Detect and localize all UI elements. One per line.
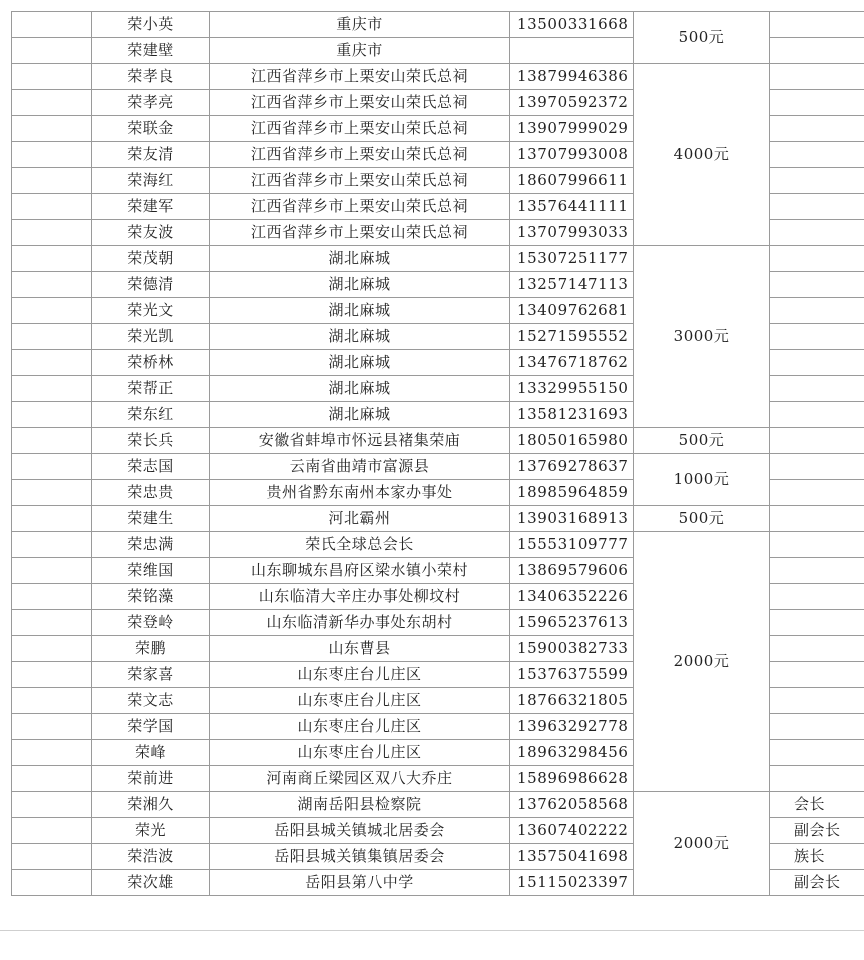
phone-cell: 15896986628 xyxy=(510,766,634,792)
name-cell: 荣友波 xyxy=(92,220,210,246)
name-cell: 荣孝良 xyxy=(92,64,210,90)
phone-cell: 13476718762 xyxy=(510,350,634,376)
name-cell: 荣建壁 xyxy=(92,38,210,64)
table-row xyxy=(12,246,864,272)
name-cell: 荣维国 xyxy=(92,558,210,584)
table-row xyxy=(12,792,864,818)
phone-cell: 18963298456 xyxy=(510,740,634,766)
amount-cell: 1000元 xyxy=(634,454,770,506)
role-cell: 会长 xyxy=(770,792,864,818)
name-cell: 荣次雄 xyxy=(92,870,210,896)
blank-cell xyxy=(12,740,92,766)
name-cell: 荣前进 xyxy=(92,766,210,792)
address-cell: 江西省萍乡市上栗安山荣氏总祠 xyxy=(210,64,510,90)
blank-cell xyxy=(12,480,92,506)
role-cell xyxy=(770,402,864,428)
amount-cell: 4000元 xyxy=(634,64,770,246)
address-cell: 安徽省蚌埠市怀远县褚集荣庙 xyxy=(210,428,510,454)
role-cell xyxy=(770,90,864,116)
phone-cell: 15376375599 xyxy=(510,662,634,688)
blank-cell xyxy=(12,116,92,142)
phone-cell: 13879946386 xyxy=(510,64,634,90)
phone-cell: 13707993033 xyxy=(510,220,634,246)
role-cell xyxy=(770,740,864,766)
blank-cell xyxy=(12,532,92,558)
name-cell: 荣孝亮 xyxy=(92,90,210,116)
phone-cell: 13257147113 xyxy=(510,272,634,298)
address-cell: 湖北麻城 xyxy=(210,298,510,324)
address-cell: 山东枣庄台儿庄区 xyxy=(210,688,510,714)
blank-cell xyxy=(12,428,92,454)
role-cell xyxy=(770,376,864,402)
phone-cell: 15307251177 xyxy=(510,246,634,272)
address-cell: 河北霸州 xyxy=(210,506,510,532)
role-cell xyxy=(770,506,864,532)
name-cell: 荣海红 xyxy=(92,168,210,194)
blank-cell xyxy=(12,376,92,402)
name-cell: 荣桥林 xyxy=(92,350,210,376)
role-cell xyxy=(770,454,864,480)
role-cell: 副会长 xyxy=(770,870,864,896)
phone-cell: 13575041698 xyxy=(510,844,634,870)
name-cell: 荣文志 xyxy=(92,688,210,714)
name-cell: 荣鹏 xyxy=(92,636,210,662)
address-cell: 贵州省黔东南州本家办事处 xyxy=(210,480,510,506)
address-cell: 云南省曲靖市富源县 xyxy=(210,454,510,480)
table-row xyxy=(12,506,864,532)
address-cell: 江西省萍乡市上栗安山荣氏总祠 xyxy=(210,194,510,220)
address-cell: 山东临清新华办事处东胡村 xyxy=(210,610,510,636)
blank-cell xyxy=(12,298,92,324)
name-cell: 荣湘久 xyxy=(92,792,210,818)
table-row xyxy=(12,64,864,90)
role-cell xyxy=(770,168,864,194)
role-cell xyxy=(770,532,864,558)
role-cell: 副会长 xyxy=(770,818,864,844)
blank-cell xyxy=(12,714,92,740)
phone-cell: 18050165980 xyxy=(510,428,634,454)
name-cell: 荣联金 xyxy=(92,116,210,142)
phone-cell: 13607402222 xyxy=(510,818,634,844)
role-cell: 族长 xyxy=(770,844,864,870)
address-cell: 山东临清大辛庄办事处柳坟村 xyxy=(210,584,510,610)
table-row xyxy=(12,454,864,480)
name-cell: 荣峰 xyxy=(92,740,210,766)
role-cell xyxy=(770,64,864,90)
name-cell: 荣铭藻 xyxy=(92,584,210,610)
role-cell xyxy=(770,428,864,454)
address-cell: 河南商丘梁园区双八大乔庄 xyxy=(210,766,510,792)
blank-cell xyxy=(12,194,92,220)
role-cell xyxy=(770,766,864,792)
address-cell: 江西省萍乡市上栗安山荣氏总祠 xyxy=(210,116,510,142)
blank-cell xyxy=(12,662,92,688)
address-cell: 湖北麻城 xyxy=(210,272,510,298)
amount-cell: 2000元 xyxy=(634,792,770,896)
address-cell: 江西省萍乡市上栗安山荣氏总祠 xyxy=(210,168,510,194)
role-cell xyxy=(770,324,864,350)
phone-cell: 13970592372 xyxy=(510,90,634,116)
blank-cell xyxy=(12,12,92,38)
phone-cell: 15553109777 xyxy=(510,532,634,558)
address-cell: 山东枣庄台儿庄区 xyxy=(210,714,510,740)
blank-cell xyxy=(12,38,92,64)
name-cell: 荣学国 xyxy=(92,714,210,740)
role-cell xyxy=(770,714,864,740)
name-cell: 荣志国 xyxy=(92,454,210,480)
role-cell xyxy=(770,194,864,220)
blank-cell xyxy=(12,506,92,532)
role-cell xyxy=(770,350,864,376)
blank-cell xyxy=(12,142,92,168)
address-cell: 岳阳县第八中学 xyxy=(210,870,510,896)
role-cell xyxy=(770,298,864,324)
amount-cell: 3000元 xyxy=(634,246,770,428)
address-cell: 山东曹县 xyxy=(210,636,510,662)
donor-table xyxy=(11,11,864,896)
role-cell xyxy=(770,116,864,142)
role-cell xyxy=(770,220,864,246)
phone-cell: 13907999029 xyxy=(510,116,634,142)
amount-cell: 2000元 xyxy=(634,532,770,792)
amount-cell: 500元 xyxy=(634,506,770,532)
phone-cell: 13581231693 xyxy=(510,402,634,428)
amount-cell: 500元 xyxy=(634,428,770,454)
blank-cell xyxy=(12,220,92,246)
blank-cell xyxy=(12,454,92,480)
address-cell: 湖北麻城 xyxy=(210,350,510,376)
address-cell: 山东枣庄台儿庄区 xyxy=(210,662,510,688)
amount-cell: 500元 xyxy=(634,12,770,64)
phone-cell: 13329955150 xyxy=(510,376,634,402)
address-cell: 湖北麻城 xyxy=(210,324,510,350)
role-cell xyxy=(770,688,864,714)
phone-cell: 18607996611 xyxy=(510,168,634,194)
name-cell: 荣光文 xyxy=(92,298,210,324)
address-cell: 荣氏全球总会长 xyxy=(210,532,510,558)
address-cell: 湖南岳阳县检察院 xyxy=(210,792,510,818)
blank-cell xyxy=(12,64,92,90)
phone-cell: 13869579606 xyxy=(510,558,634,584)
name-cell: 荣家喜 xyxy=(92,662,210,688)
phone-cell: 13903168913 xyxy=(510,506,634,532)
address-cell: 江西省萍乡市上栗安山荣氏总祠 xyxy=(210,142,510,168)
address-cell: 山东枣庄台儿庄区 xyxy=(210,740,510,766)
role-cell xyxy=(770,246,864,272)
name-cell: 荣光凯 xyxy=(92,324,210,350)
phone-cell xyxy=(510,38,634,64)
phone-cell: 13963292778 xyxy=(510,714,634,740)
phone-cell: 13409762681 xyxy=(510,298,634,324)
name-cell: 荣登岭 xyxy=(92,610,210,636)
phone-cell: 13576441111 xyxy=(510,194,634,220)
address-cell: 湖北麻城 xyxy=(210,402,510,428)
role-cell xyxy=(770,558,864,584)
role-cell xyxy=(770,142,864,168)
address-cell: 岳阳县城关镇集镇居委会 xyxy=(210,844,510,870)
role-cell xyxy=(770,662,864,688)
address-cell: 山东聊城东昌府区梁水镇小荣村 xyxy=(210,558,510,584)
address-cell: 江西省萍乡市上栗安山荣氏总祠 xyxy=(210,220,510,246)
role-cell xyxy=(770,12,864,38)
name-cell: 荣长兵 xyxy=(92,428,210,454)
phone-cell: 15115023397 xyxy=(510,870,634,896)
name-cell: 荣帮正 xyxy=(92,376,210,402)
blank-cell xyxy=(12,844,92,870)
name-cell: 荣忠贵 xyxy=(92,480,210,506)
role-cell xyxy=(770,636,864,662)
phone-cell: 18985964859 xyxy=(510,480,634,506)
blank-cell xyxy=(12,90,92,116)
phone-cell: 15900382733 xyxy=(510,636,634,662)
name-cell: 荣忠满 xyxy=(92,532,210,558)
name-cell: 荣茂朝 xyxy=(92,246,210,272)
phone-cell: 13707993008 xyxy=(510,142,634,168)
role-cell xyxy=(770,272,864,298)
blank-cell xyxy=(12,246,92,272)
address-cell: 重庆市 xyxy=(210,38,510,64)
bottom-divider xyxy=(0,930,864,931)
phone-cell: 13406352226 xyxy=(510,584,634,610)
phone-cell: 13500331668 xyxy=(510,12,634,38)
address-cell: 重庆市 xyxy=(210,12,510,38)
role-cell xyxy=(770,38,864,64)
table-row xyxy=(12,428,864,454)
blank-cell xyxy=(12,402,92,428)
name-cell: 荣建军 xyxy=(92,194,210,220)
name-cell: 荣友清 xyxy=(92,142,210,168)
table-row xyxy=(12,12,864,38)
name-cell: 荣建生 xyxy=(92,506,210,532)
blank-cell xyxy=(12,636,92,662)
blank-cell xyxy=(12,272,92,298)
blank-cell xyxy=(12,818,92,844)
role-cell xyxy=(770,480,864,506)
name-cell: 荣浩波 xyxy=(92,844,210,870)
blank-cell xyxy=(12,584,92,610)
role-cell xyxy=(770,584,864,610)
address-cell: 江西省萍乡市上栗安山荣氏总祠 xyxy=(210,90,510,116)
donor-table-body xyxy=(12,12,864,896)
blank-cell xyxy=(12,688,92,714)
phone-cell: 13769278637 xyxy=(510,454,634,480)
blank-cell xyxy=(12,610,92,636)
phone-cell: 18766321805 xyxy=(510,688,634,714)
blank-cell xyxy=(12,168,92,194)
table-row xyxy=(12,532,864,558)
name-cell: 荣德清 xyxy=(92,272,210,298)
phone-cell: 15965237613 xyxy=(510,610,634,636)
phone-cell: 13762058568 xyxy=(510,792,634,818)
address-cell: 湖北麻城 xyxy=(210,246,510,272)
blank-cell xyxy=(12,350,92,376)
address-cell: 岳阳县城关镇城北居委会 xyxy=(210,818,510,844)
name-cell: 荣东红 xyxy=(92,402,210,428)
address-cell: 湖北麻城 xyxy=(210,376,510,402)
name-cell: 荣光 xyxy=(92,818,210,844)
blank-cell xyxy=(12,766,92,792)
role-cell xyxy=(770,610,864,636)
blank-cell xyxy=(12,558,92,584)
blank-cell xyxy=(12,870,92,896)
name-cell: 荣小英 xyxy=(92,12,210,38)
blank-cell xyxy=(12,792,92,818)
phone-cell: 15271595552 xyxy=(510,324,634,350)
blank-cell xyxy=(12,324,92,350)
